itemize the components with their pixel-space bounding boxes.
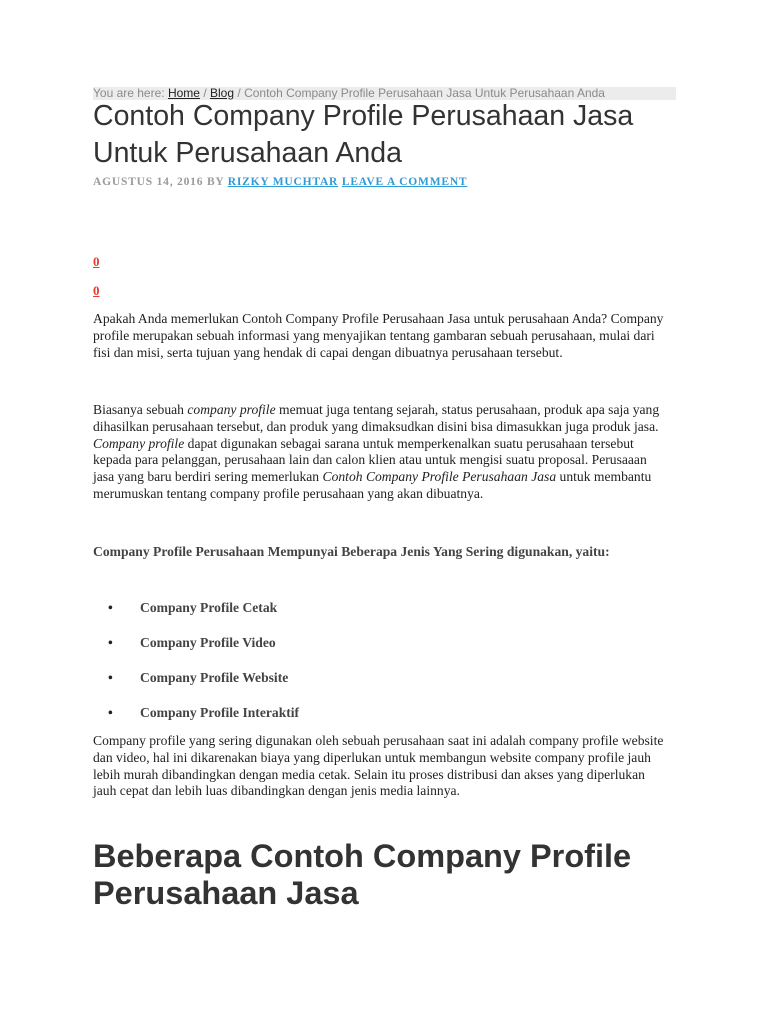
post-by: BY: [206, 176, 225, 188]
intro-text-rest: untuk perusahaan Anda? Company profile merupakan sebuah informasi yang menyajikan tentang gambaran sebuah perusahaan, mulai dari fisi dan misi, serta tujuan yang hendak di capai dengan dibuatnya perusahaan tersebut.: [93, 311, 664, 360]
intro-keyword: Contoh Company Profile Perusahaan Jasa: [242, 311, 471, 326]
description-italic: company profile: [187, 402, 276, 417]
breadcrumb-separator: /: [237, 87, 241, 100]
paragraph-description: [93, 402, 668, 503]
list-item-label: Company Profile Video: [140, 635, 276, 650]
intro-text: Apakah Anda memerlukan: [93, 311, 239, 326]
post-date: AGUSTUS 14, 2016: [93, 176, 204, 188]
description-text: Biasanya sebuah: [93, 402, 184, 417]
list-subheading: Company Profile Perusahaan Mempunyai Beberapa Jenis Yang Sering digunakan, yaitu:: [93, 544, 610, 559]
list-item: [93, 598, 668, 633]
breadcrumb-prefix: You are here:: [93, 87, 165, 100]
list-item-label: Company Profile Cetak: [140, 600, 278, 615]
list-item: [93, 668, 668, 703]
bullet-icon: •: [108, 635, 113, 650]
paragraph-website-video: Company profile yang sering digunakan oleh sebuah perusahaan saat ini adalah company profile website dan video, hal ini dikarenakan biaya yang diperlukan untuk membangun website company profile jauh lebih murah dibandingkan dengan media cetak. Selain itu proses distribusi dan akses yang diperlukan jauh cepat dan lebih luas dibandingkan dengan jenis media lainnya.: [93, 733, 664, 799]
description-text: untuk membantu merumuskan tentang company profile perusahaan yang akan dibuatnya.: [93, 469, 652, 501]
post-title: Contoh Company Profile Perusahaan Jasa Untuk Perusahaan Anda: [93, 100, 634, 169]
breadcrumb-blog-link[interactable]: Blog: [210, 87, 235, 100]
bullet-icon: •: [108, 670, 113, 685]
paragraph-intro: [93, 311, 668, 361]
list-item: [93, 633, 668, 668]
description-italic: Contoh Company Profile Perusahaan Jasa: [322, 469, 557, 485]
bullet-icon: •: [108, 705, 113, 720]
share-count-2[interactable]: 0: [93, 283, 100, 298]
share-count-1[interactable]: 0: [93, 254, 100, 269]
description-italic: Company profile: [93, 435, 185, 451]
breadcrumb-current: Contoh Company Profile Perusahaan Jasa Untuk Perusahaan Anda: [244, 87, 605, 100]
list-item-label: Company Profile Interaktif: [140, 705, 300, 720]
breadcrumb-home-link[interactable]: Home: [167, 87, 200, 100]
profile-types-list: [93, 598, 668, 738]
section-heading: Beberapa Contoh Company Profile Perusahaan Jasa: [93, 838, 632, 911]
leave-comment-link[interactable]: LEAVE A COMMENT: [341, 176, 468, 188]
post-meta: [93, 176, 467, 188]
description-text: memuat juga tentang sejarah, status perusahaan, produk apa saja yang dihasilkan perusahaan tersebut, dan produk yang dimaksudkan disini bisa dimasukkan juga produk jasa.: [93, 402, 660, 434]
breadcrumb-separator: /: [203, 87, 207, 100]
author-link[interactable]: RIZKY MUCHTAR: [227, 176, 339, 188]
list-item-label: Company Profile Website: [140, 670, 289, 685]
description-text: dapat digunakan sebagai sarana untuk memperkenalkan suatu perusahaan tersebut kepada para pelanggan, perusahaan lain dan calon klien atau untuk mengisi suatu proposal. Perusaaan jasa yang baru berdiri sering memerlukan: [93, 435, 647, 485]
bullet-icon: •: [108, 600, 113, 615]
